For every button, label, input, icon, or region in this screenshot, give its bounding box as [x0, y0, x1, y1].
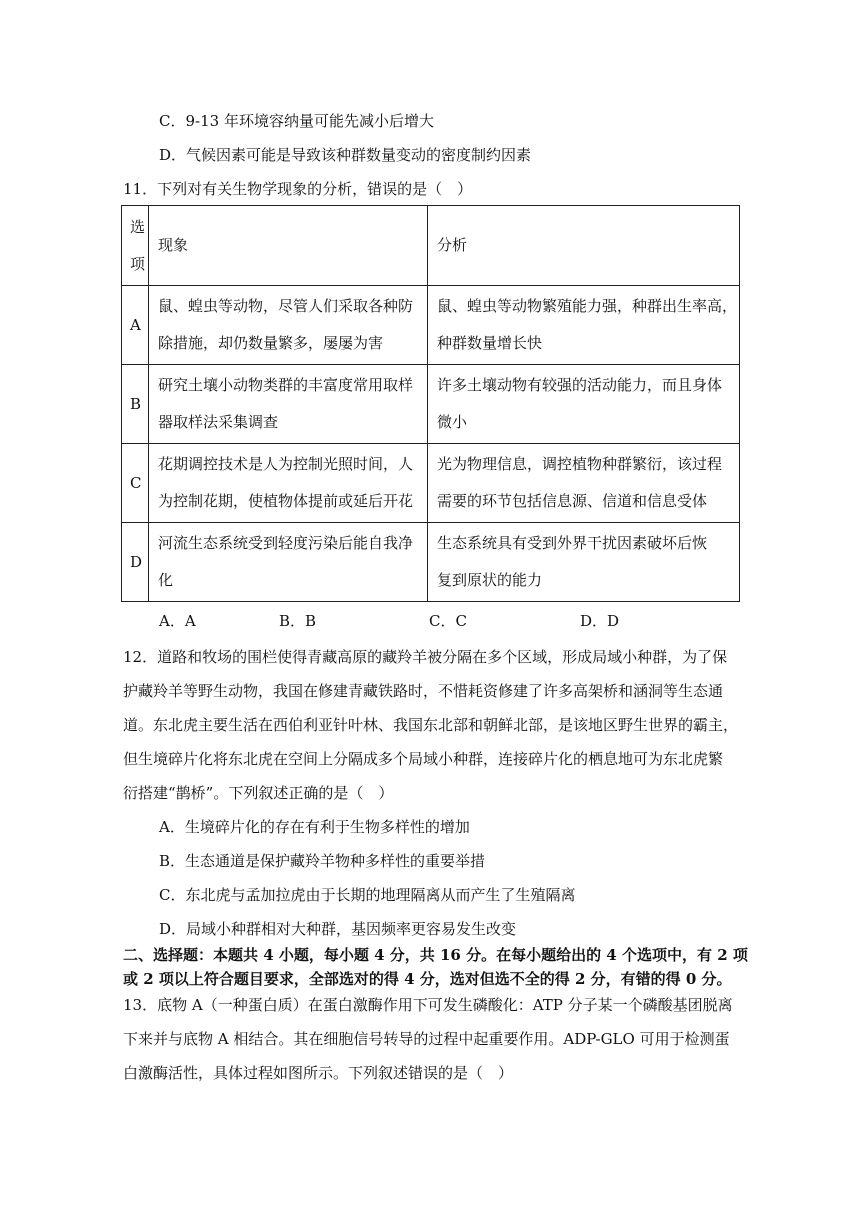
row-option: B	[122, 365, 149, 444]
header-option-line1: 选	[130, 217, 146, 236]
section2-heading-line1: 二、选择题：本题共 4 小题，每小题 4 分，共 16 分。在每小题给出的 4 个选项中，有 2 项	[123, 946, 748, 964]
row-option: A	[122, 286, 149, 365]
table-row	[122, 444, 740, 523]
table-header-row	[122, 206, 740, 286]
row-phenomenon	[149, 286, 428, 365]
q10-option-d: D．气候因素可能是导致该种群数量变动的密度制约因素	[159, 146, 532, 164]
q12-option-d: D．局域小种群相对大种群，基因频率更容易发生改变	[159, 920, 517, 938]
row-option: C	[122, 444, 149, 523]
analysis-line: 种群数量增长快	[437, 334, 543, 352]
q12-stem-line: 衍搭建“鹊桥”。下列叙述正确的是（ ）	[123, 784, 394, 802]
phenomenon-line: 花期调控技术是人为控制光照时间，人	[158, 455, 414, 473]
q12-stem-line: 12．道路和牧场的围栏使得青藏高原的藏羚羊被分隔在多个区域，形成局域小种群，为了保	[123, 648, 728, 666]
q11-option-c: C．C	[429, 612, 467, 630]
analysis-line: 光为物理信息，调控植物种群繁衍，该过程	[437, 455, 723, 473]
analysis-line: 许多土壤动物有较强的活动能力，而且身体	[437, 376, 723, 394]
phenomenon-line: 器取样法采集调查	[158, 413, 279, 431]
q10-option-c: C．9-13 年环境容纳量可能先减小后增大	[159, 112, 434, 130]
q11-option-b: B．B	[279, 612, 317, 630]
q13-stem-line: 下来并与底物 A 相结合。其在细胞信号转导的过程中起重要作用。ADP-GLO 可用于检测蛋	[123, 1030, 730, 1048]
row-option: D	[122, 523, 149, 602]
row-phenomenon	[149, 444, 428, 523]
header-phenomenon: 现象	[149, 206, 428, 286]
q12-option-a: A．生境碎片化的存在有利于生物多样性的增加	[159, 818, 470, 836]
q11-table	[121, 205, 740, 602]
row-analysis	[428, 523, 740, 602]
row-phenomenon	[149, 523, 428, 602]
header-option-line2: 项	[130, 254, 146, 273]
table-row	[122, 286, 740, 365]
analysis-line: 需要的环节包括信息源、信道和信息受体	[437, 492, 708, 510]
q11-options	[159, 611, 659, 631]
header-analysis: 分析	[428, 206, 740, 286]
row-analysis	[428, 444, 740, 523]
row-phenomenon	[149, 365, 428, 444]
phenomenon-line: 化	[158, 571, 174, 589]
section2-heading-line2: 或 2 项以上符合题目要求，全部选对的得 4 分，选对但选不全的得 2 分，有错的得 0 分。	[123, 970, 732, 988]
header-option-cell	[122, 206, 149, 286]
q12-option-b: B．生态通道是保护藏羚羊物种多样性的重要举措	[159, 852, 486, 870]
analysis-line: 鼠、蝗虫等动物繁殖能力强，种群出生率高，	[437, 297, 738, 315]
row-analysis	[428, 365, 740, 444]
q12-stem-line: 护藏羚羊等野生动物，我国在修建青藏铁路时，不惜耗资修建了许多高架桥和涵洞等生态通	[123, 682, 724, 700]
analysis-line: 微小	[437, 413, 468, 431]
q13-stem-line: 13．底物 A（一种蛋白质）在蛋白激酶作用下可发生磷酸化：ATP 分子某一个磷酸基团脱离	[123, 996, 733, 1014]
table-row	[122, 365, 740, 444]
q11-option-a: A．A	[159, 612, 196, 630]
phenomenon-line: 为控制花期，使植物体提前或延后开花	[158, 492, 414, 510]
phenomenon-line: 除措施，却仍数量繁多，屡屡为害	[158, 334, 384, 352]
q11-option-d: D．D	[580, 612, 620, 630]
q12-stem-line: 但生境碎片化将东北虎在空间上分隔成多个局域小种群，连接碎片化的栖息地可为东北虎繁	[123, 750, 724, 768]
q12-stem-line: 道。东北虎主要生活在西伯利亚针叶林、我国东北部和朝鲜北部，是该地区野生世界的霸主，	[123, 716, 739, 734]
analysis-line: 生态系统具有受到外界干扰因素破坏后恢	[437, 534, 708, 552]
analysis-line: 复到原状的能力	[437, 571, 543, 589]
q13-stem-line: 白激酶活性，具体过程如图所示。下列叙述错误的是（ ）	[123, 1064, 514, 1082]
q12-option-c: C．东北虎与孟加拉虎由于长期的地理隔离从而产生了生殖隔离	[159, 886, 576, 904]
phenomenon-line: 研究土壤小动物类群的丰富度常用取样	[158, 376, 414, 394]
q11-stem: 11．下列对有关生物学现象的分析，错误的是（ ）	[123, 180, 473, 198]
table-row	[122, 523, 740, 602]
phenomenon-line: 河流生态系统受到轻度污染后能自我净	[158, 534, 414, 552]
phenomenon-line: 鼠、蝗虫等动物，尽管人们采取各种防	[158, 297, 414, 315]
row-analysis	[428, 286, 740, 365]
